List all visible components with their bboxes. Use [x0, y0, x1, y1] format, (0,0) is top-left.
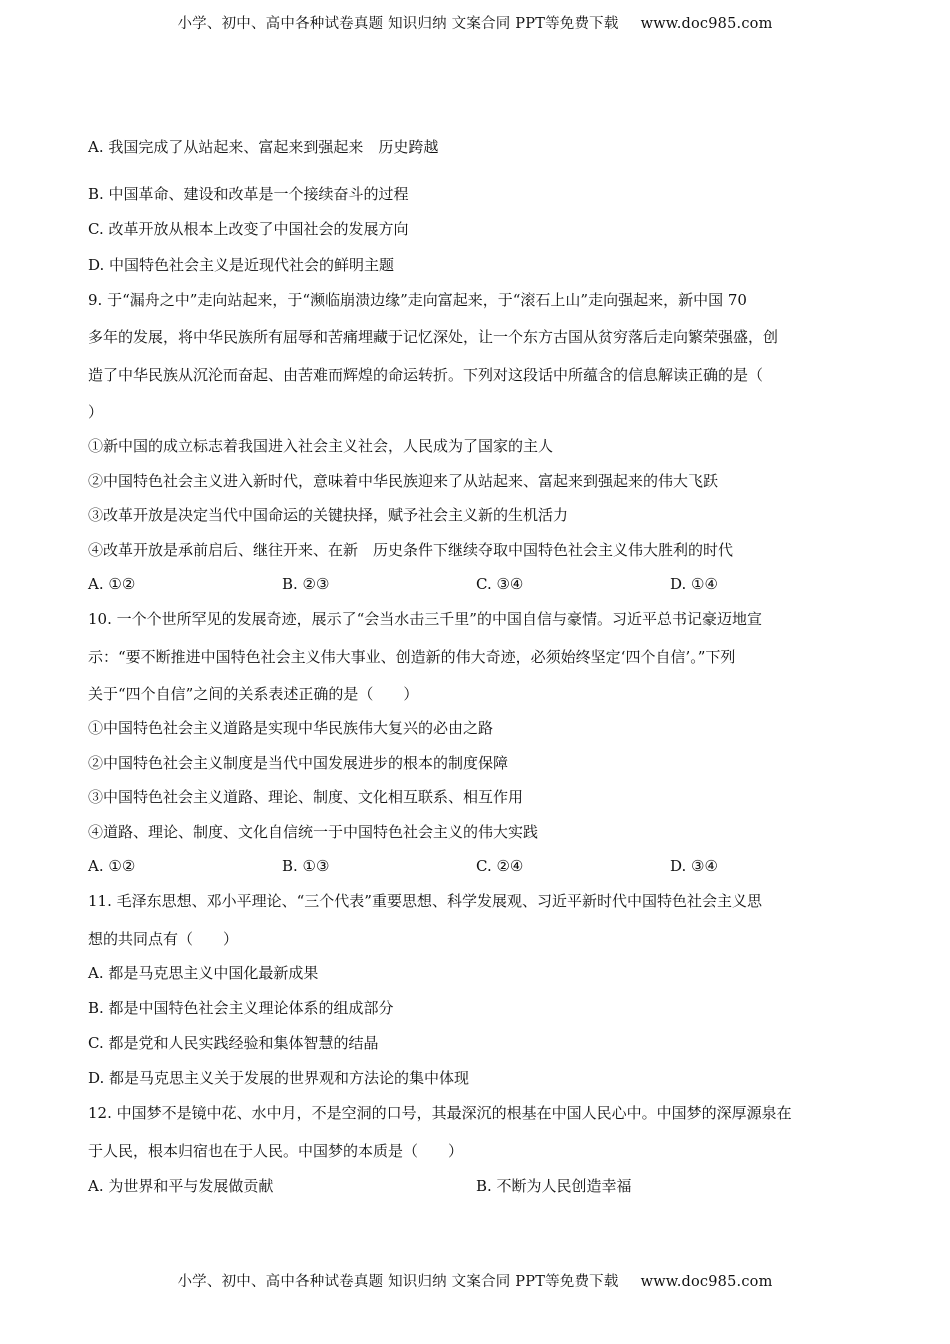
q8-option-c: C. 改革开放从根本上改变了中国社会的发展方向 — [88, 220, 409, 238]
q9-stem-line: 多年的发展，将中华民族所有屈辱和苦痛埋藏于记忆深处，让一个东方古国从贫穷落后走向繁荣强盛，创 — [88, 328, 779, 346]
q8-option-b: B. 中国革命、建设和改革是一个接续奋斗的过程 — [88, 185, 409, 203]
q10-option-a: A. ①② — [88, 857, 136, 875]
footer-text: 小学、初中、高中各种试卷真题 知识归纳 文案合同 PPT等免费下载 — [177, 1274, 619, 1290]
q10-option-c: C. ②④ — [476, 857, 524, 875]
q11-option-c: C. 都是党和人民实践经验和集体智慧的结晶 — [88, 1034, 379, 1052]
q12-option-b: B. 不断为人民创造幸福 — [476, 1177, 632, 1195]
q9-item-3: ③改革开放是决定当代中国命运的关键抉择，赋予社会主义新的生机活力 — [88, 506, 569, 524]
q8-option-a: A. 我国完成了从站起来、富起来到强起来 历史跨越 — [88, 138, 439, 156]
q10-stem-line: 10. 一个个世所罕见的发展奇迹，展示了“会当水击三千里”的中国自信与豪情。习近平总书记豪迈地宣 — [88, 610, 762, 628]
q9-option-c: C. ③④ — [476, 575, 524, 593]
q9-item-2: ②中国特色社会主义进入新时代，意味着中华民族迎来了从站起来、富起来到强起来的伟大飞跃 — [88, 472, 719, 490]
q9-option-d: D. ①④ — [670, 575, 718, 593]
q9-stem-line: 造了中华民族从沉沦而奋起、由苦难而辉煌的命运转折。下列对这段话中所蕴含的信息解读正确的是（ — [88, 366, 764, 384]
q9-option-a: A. ①② — [88, 575, 136, 593]
q10-option-b: B. ①③ — [282, 857, 330, 875]
q11-option-d: D. 都是马克思主义关于发展的世界观和方法论的集中体现 — [88, 1069, 470, 1087]
q10-option-d: D. ③④ — [670, 857, 718, 875]
q8-option-d: D. 中国特色社会主义是近现代社会的鲜明主题 — [88, 256, 395, 274]
q10-stem-line: 关于“四个自信”之间的关系表述正确的是（ ） — [88, 685, 419, 703]
header-text: 小学、初中、高中各种试卷真题 知识归纳 文案合同 PPT等免费下载 — [177, 16, 619, 32]
page-footer — [0, 1270, 950, 1291]
q9-item-1: ①新中国的成立标志着我国进入社会主义社会，人民成为了国家的主人 — [88, 437, 554, 455]
q11-stem-line: 想的共同点有（ ） — [88, 930, 239, 948]
q9-stem-line: ） — [88, 403, 104, 421]
q11-option-a: A. 都是马克思主义中国化最新成果 — [88, 964, 319, 982]
q10-item-2: ②中国特色社会主义制度是当代中国发展进步的根本的制度保障 — [88, 754, 509, 772]
q10-stem-line: 示：“要不断推进中国特色社会主义伟大事业、创造新的伟大奇迹，必须始终坚定‘四个自信’。”下列 — [88, 648, 736, 666]
header-site-link[interactable]: www.doc985.com — [640, 16, 773, 32]
q9-item-4: ④改革开放是承前启后、继往开来、在新 历史条件下继续夺取中国特色社会主义伟大胜利的时代 — [88, 541, 734, 559]
q12-option-a: A. 为世界和平与发展做贡献 — [88, 1177, 274, 1195]
q10-item-1: ①中国特色社会主义道路是实现中华民族伟大复兴的必由之路 — [88, 719, 494, 737]
footer-site-link[interactable]: www.doc985.com — [640, 1274, 773, 1290]
q9-option-b: B. ②③ — [282, 575, 330, 593]
q11-option-b: B. 都是中国特色社会主义理论体系的组成部分 — [88, 999, 394, 1017]
q9-stem-line: 9. 于“漏舟之中”走向站起来，于“濒临崩溃边缘”走向富起来，于“滚石上山”走向强起来，新中国 70 — [88, 291, 747, 309]
q10-item-3: ③中国特色社会主义道路、理论、制度、文化相互联系、相互作用 — [88, 788, 524, 806]
q11-stem-line: 11. 毛泽东思想、邓小平理论、“三个代表”重要思想、科学发展观、习近平新时代中国特色社会主义思 — [88, 892, 762, 910]
q10-item-4: ④道路、理论、制度、文化自信统一于中国特色社会主义的伟大实践 — [88, 823, 539, 841]
q12-stem-line: 12. 中国梦不是镜中花、水中月，不是空洞的口号，其最深沉的根基在中国人民心中。中国梦的深厚源泉在 — [88, 1104, 792, 1122]
q12-stem-line: 于人民，根本归宿也在于人民。中国梦的本质是（ ） — [88, 1142, 464, 1160]
page-header — [0, 12, 950, 33]
